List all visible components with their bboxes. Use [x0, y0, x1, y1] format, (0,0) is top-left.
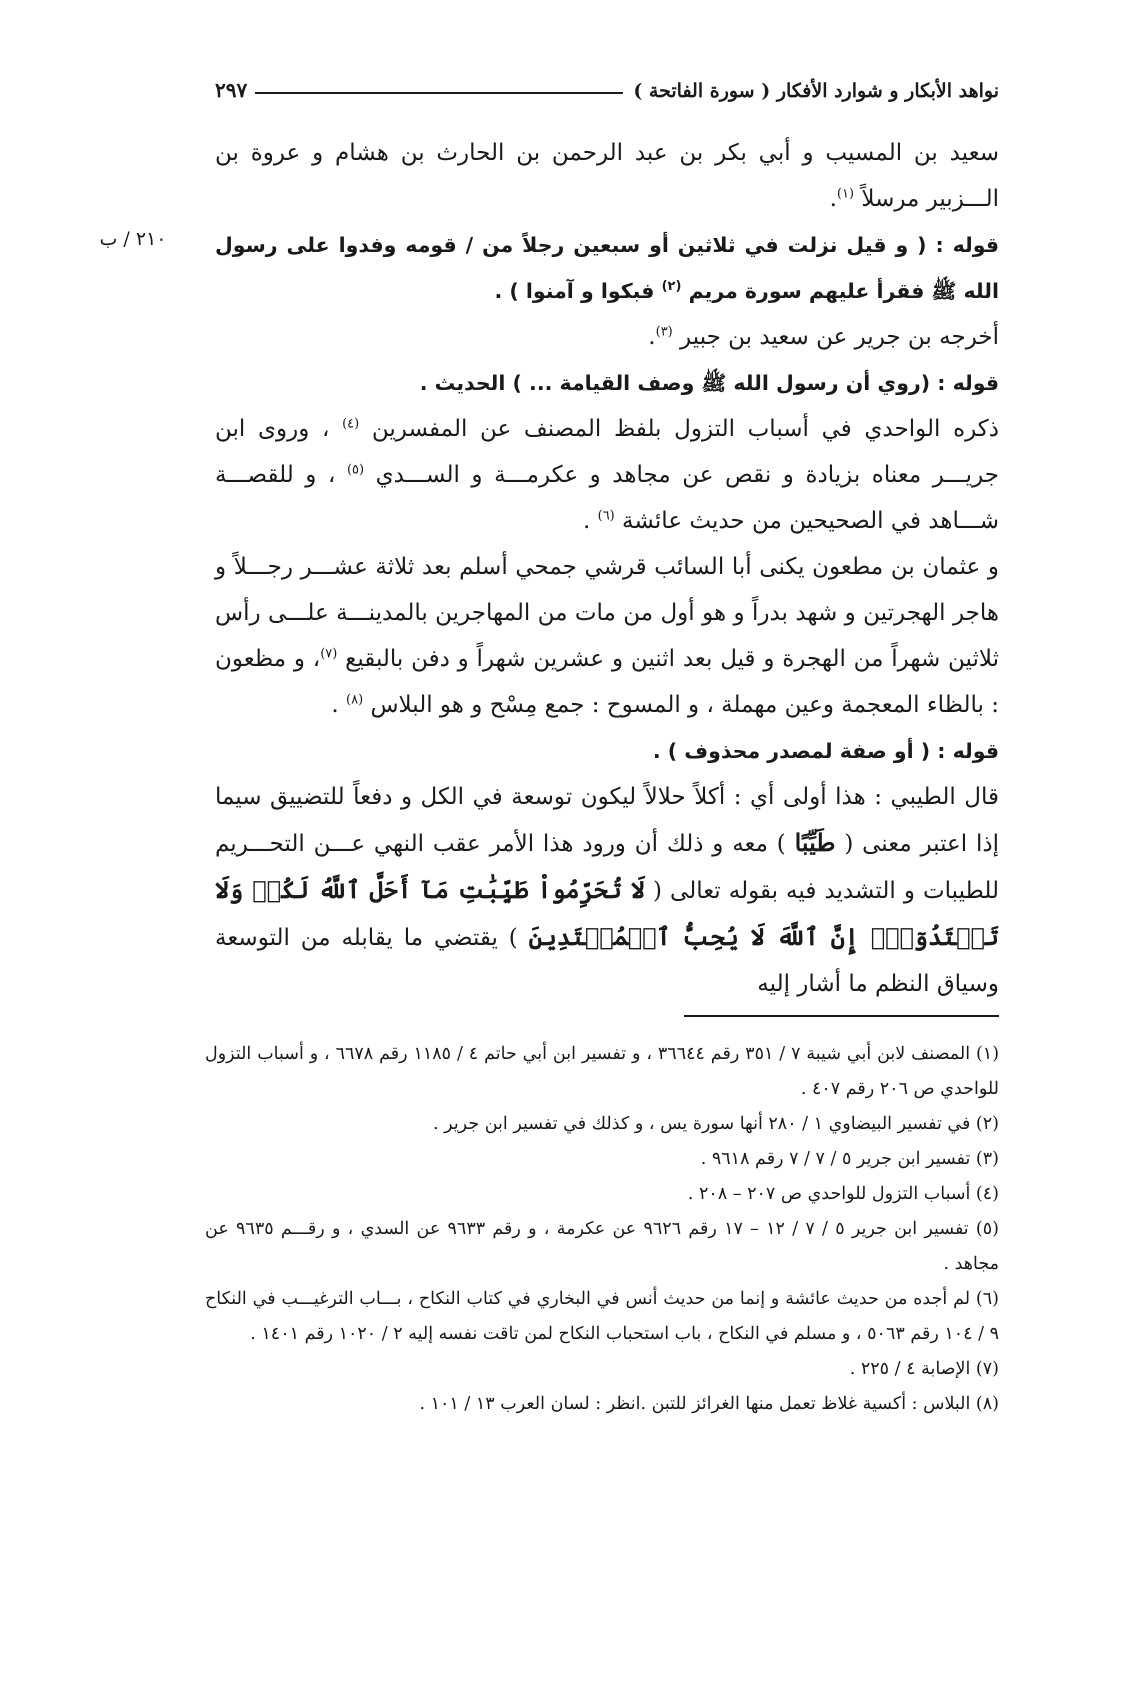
- quran-verse: لَا تُحَرِّمُواْ طَيِّبَٰتِ مَآ أَحَلَّ ٱللَّهُ لَكُمۡ وَلَا تَعۡتَدُوٓاْۚ إِنَّ ٱللَّهَ لَا يُحِبُّ ٱلۡمُعۡتَدِينَ: [215, 875, 999, 951]
- manuscript-folio-note: ٢١٠ / ب: [99, 228, 167, 250]
- paragraph-2: أخرجه بن جرير عن سعيد بن جبير $^{(٣)}$.: [648, 324, 999, 350]
- footnote-ref-5: (٥): [346, 462, 365, 478]
- footnote-ref-1: (١): [836, 186, 855, 202]
- paragraph-1: سعيد بن المسيب و أبي بكر بن عبد الرحمن بن الحارث بن هشام و عروة بن الـــزبير مرسلاً $^{(١)}$.: [215, 140, 999, 212]
- quote-heading-3: قوله : ( أو صفة لمصدر محذوف ) .: [652, 739, 999, 763]
- footnote-ref-6: (٦): [597, 508, 615, 524]
- footnote-ref-3: (٣): [655, 324, 673, 340]
- page-number: ٢٩٧: [215, 78, 248, 102]
- book-title: نواهد الأبكار و شوارد الأفكار ( سورة الفاتحة ): [633, 80, 999, 102]
- footnote-separator: [684, 1015, 999, 1017]
- main-text: [215, 130, 999, 1007]
- footnotes: [205, 1037, 999, 1422]
- footnote-2: (٢) في تفسير البيضاوي ١ / ٢٨٠ أنها سورة يس ، و كذلك في تفسير ابن جرير .: [433, 1114, 999, 1134]
- footnote-ref-4: (٤): [342, 416, 360, 432]
- footnote-7: (٧) الإصابة ٤ / ٢٢٥ .: [849, 1359, 999, 1379]
- footnote-6: (٦) لم أجده من حديث عائشة و إنما من حديث أنس في البخاري في كتاب النكاح ، بـــاب الترغيـــب في النكاح ٩ / ١٠٤ رقم ٥٠٦٣ ، و مسلم في النكاح ، باب استحباب النكاح لمن تاقت نفسه إليه ٢ / ١٠٢٠ رقم ١٤٠١ .: [205, 1289, 999, 1344]
- footnote-3: (٣) تفسير ابن جرير ٥ / ٧ / ٧ رقم ٩٦١٨ .: [700, 1149, 999, 1169]
- paragraph-5: قال الطيبي : هذا أولى أي : أكلاً حلالاً ليكون توسعة في الكل و دفعاً للتضييق سيما إذا اعتبر معنى ( طَيِّبًا ) معه و ذلك أن ورود هذا الأمر عقب النهي عـــن التحـــريم للطيبات و التشديد فيه بقوله تعالى ( لَا تُحَرِّمُواْ طَيِّبَٰتِ مَآ أَحَلَّ ٱللَّهُ لَكُمۡ وَلَا تَعۡتَدُوٓاْۚ إِنَّ ٱللَّهَ لَا يُحِبُّ ٱلۡمُعۡتَدِينَ ) يقتضي ما يقابله من التوسعة وسياق النظم ما أشار إليه: [215, 784, 999, 997]
- footnote-ref-2: (٢): [661, 279, 682, 295]
- footnote-1: (١) المصنف لابن أبي شيبة ٧ / ٣٥١ رقم ٣٦٦٤٤ ، و تفسير ابن أبي حاتم ٤ / ١١٨٥ رقم ٦٦٧٨ ، و أسباب التزول للواحدي ص ٢٠٦ رقم ٤٠٧ .: [205, 1044, 1000, 1099]
- footnote-4: (٤) أسباب التزول للواحدي ص ٢٠٧ – ٢٠٨ .: [687, 1184, 999, 1204]
- quran-word: طَيِّبًا: [794, 828, 836, 857]
- footnote-5: (٥) تفسير ابن جرير ٥ / ٧ / ١٢ – ١٧ رقم ٩٦٢٦ عن عكرمة ، و رقم ٩٦٣٣ عن السدي ، و رقـــم ٩٦٣٥ عن مجاهد .: [205, 1219, 999, 1274]
- paragraph-3: ذكره الواحدي في أسباب التزول بلفظ المصنف عن المفسرين $^{(٤)}$ ، وروى ابن جريـــر معناه بزيادة و نقص عن مجاهد و عكرمـــة و الســـدي $^{(٥)}$ ، و للقصـــة شـــاهد في الصحيحين من حديث عائشة $^{(٦)}$ .: [215, 416, 999, 534]
- quote-heading-1: قوله : ( و قيل نزلت في ثلاثين أو سبعين رجلاً من / قومه وفدوا على رسول الله ﷺ فقرأ عليهم سورة مريم $^{(٢)}$ فبكوا و آمنوا ) .: [215, 233, 999, 303]
- footnote-ref-7: (٧): [320, 646, 338, 662]
- footnote-8: (٨) البلاس : أكسية غلاظ تعمل منها الغرائز للتبن .انظر : لسان العرب ١٣ / ١٠١ .: [419, 1394, 999, 1414]
- header-rule: [255, 92, 623, 94]
- footnote-ref-8: (٨): [346, 692, 364, 708]
- quote-heading-2: قوله : (روي أن رسول الله ﷺ وصف القيامة ... ) الحديث .: [419, 371, 999, 395]
- running-header: [215, 62, 999, 102]
- paragraph-4: و عثمان بن مطعون يكنى أبا السائب قرشي جمحي أسلم بعد ثلاثة عشـــر رجـــلاً و هاجر الهجرتين و شهد بدراً و هو أول من مات من المهاجرين بالمدينـــة علـــى رأس ثلاثين شهراً من الهجرة و قيل بعد اثنين و عشرين شهراً و دفن بالبقيع $^{(٧)}$، و مظعون : بالظاء المعجمة وعين مهملة ، و المسوح : جمع مِسْح و هو البلاس $^{(٨)}$ .: [215, 554, 999, 718]
